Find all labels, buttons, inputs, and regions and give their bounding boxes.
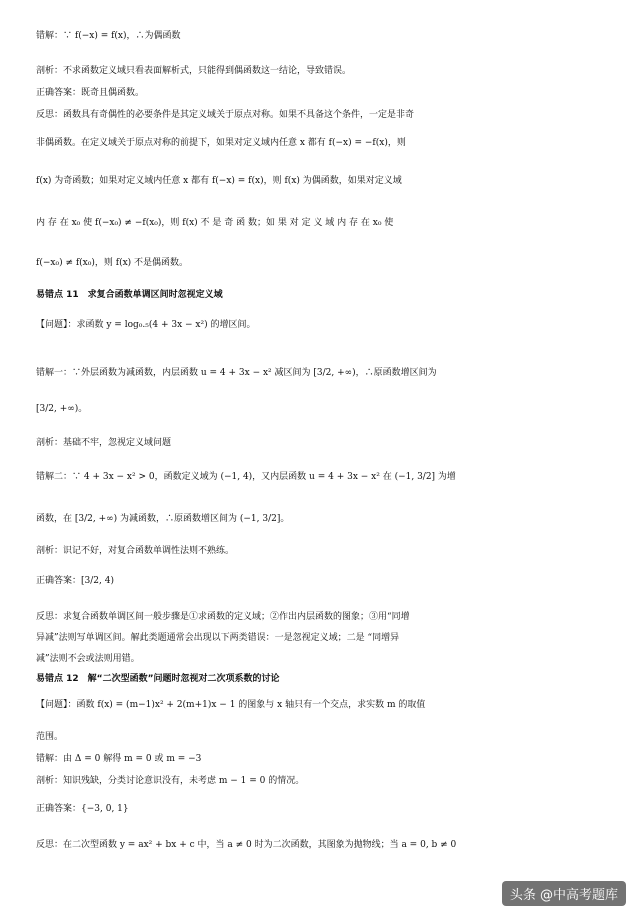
problem-statement: 【问题】：函数 f(x) = (m−1)x² + 2(m+1)x − 1 的图象与 x 轴只有一个交点，求实数 m 的取值 [36,700,426,710]
problem-statement: 【问题】：求函数 y = log₀.₅(4 + 3x − x²) 的增区间。 [36,320,256,330]
section-heading: 易错点 12 解“二次型函数”问题时忽视对二次项系数的讨论 [36,674,280,684]
text-line: 反思：函数具有奇偶性的必要条件是其定义域关于原点对称。如果不具备这个条件，一定是非奇 [36,110,415,120]
text-line: 错解一：∵外层函数为减函数，内层函数 u = 4 + 3x − x² 减区间为 [3/2, +∞)，∴原函数增区间为 [36,368,437,378]
text-line: 正确答案：既奇且偶函数。 [36,88,145,98]
text-line: 内 存 在 x₀ 使 f(−x₀) ≠ −f(x₀)，则 f(x) 不 是 奇 函 数；如 果 对 定 义 域 内 存 在 x₀ 使 [36,218,394,228]
text-line: 异减”法则写单调区间。解此类题通常会出现以下两类错误：一是忽视定义域；二是 “同增异 [36,633,400,643]
text-line: 减”法则不会或法则用错。 [36,654,140,664]
text-line: 函数，在 [3/2, +∞) 为减函数，∴原函数增区间为 (−1, 3/2]。 [36,514,290,524]
text-line: 剖析：识记不好，对复合函数单调性法则不熟练。 [36,546,235,556]
text-line: 错解：∵ f(−x) = f(x)，∴为偶函数 [36,31,181,41]
text-line: f(−x₀) ≠ f(x₀)，则 f(x) 不是偶函数。 [36,258,189,268]
section-heading: 易错点 11 求复合函数单调区间时忽视定义域 [36,290,223,300]
text-line: 错解：由 Δ = 0 解得 m = 0 或 m = −3 [36,754,202,764]
text-line: 非偶函数。在定义域关于原点对称的前提下，如果对定义域内任意 x 都有 f(−x) = −f(x)，则 [36,138,406,148]
correct-answer: 正确答案：{−3, 0, 1} [36,804,129,814]
text-line: 范围。 [36,732,64,742]
text-line: 错解二：∵ 4 + 3x − x² > 0，函数定义域为 (−1, 4)，又内层函数 u = 4 + 3x − x² 在 (−1, 3/2] 为增 [36,472,456,482]
text-line: 剖析：不求函数定义域只看表面解析式，只能得到偶函数这一结论，导致错误。 [36,66,352,76]
text-line: 剖析：知识残缺，分类讨论意识没有，未考虑 m − 1 = 0 的情况。 [36,776,305,786]
watermark: 头条 @中高考题库 [502,881,626,906]
text-line: f(x) 为奇函数；如果对定义域内任意 x 都有 f(−x) = f(x)，则 f(x) 为偶函数，如果对定义域 [36,176,402,186]
text-line: 反思：求复合函数单调区间一般步骤是①求函数的定义域；②作出内层函数的图象；③用“同增 [36,612,410,622]
text-line: 反思：在二次型函数 y = ax² + bx + c 中，当 a ≠ 0 时为二次函数，其图象为抛物线；当 a = 0, b ≠ 0 [36,840,457,850]
text-line: 剖析：基础不牢，忽视定义域问题 [36,438,172,448]
correct-answer: 正确答案：[3/2, 4) [36,576,114,586]
text-line: [3/2, +∞)。 [36,404,88,414]
